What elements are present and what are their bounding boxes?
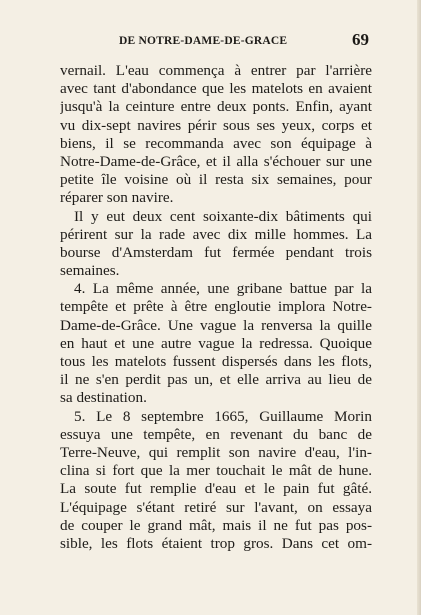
text-line: 4. La même année, une gribane battue par la bbox=[74, 280, 372, 298]
text-line: Dame-de-Grâce. Une vague la renversa la quille bbox=[60, 316, 372, 334]
page-edge bbox=[417, 0, 421, 615]
text-line: vu dix-sept navires périr sous ses yeux, corps et bbox=[60, 116, 372, 134]
text-line: semaines. bbox=[60, 262, 120, 280]
text-line: sa destination. bbox=[60, 389, 147, 407]
text-line: sible, les flots étaient trop gros. Dans cet om- bbox=[60, 534, 372, 552]
text-line: avec tant d'abondance que les matelots en avaient bbox=[60, 80, 372, 98]
text-line: réparer son navire. bbox=[60, 189, 174, 207]
text-line: Terre-Neuve, qui remplit son navire d'eau, l'in- bbox=[60, 443, 372, 461]
text-line: Il y eut deux cent soixante-dix bâtiments qui bbox=[74, 207, 372, 225]
text-line: L'équipage s'étant retiré sur l'avant, on essaya bbox=[60, 498, 372, 516]
text-line: essuya une tempête, en revenant du banc de bbox=[60, 425, 372, 443]
text-line: tempête et prête à être engloutie implora Notre- bbox=[60, 298, 372, 316]
text-line: périrent sur la rade avec dix mille hommes. La bbox=[60, 225, 372, 243]
text-line: de couper le grand mât, mais il ne fut pas pos- bbox=[60, 516, 372, 534]
text-line: tous les matelots fussent dispersés dans les flots, bbox=[60, 353, 372, 370]
text-line: en haut et une autre vague la redressa. Quoique bbox=[60, 334, 372, 352]
text-line: clina si fort que la mer touchait le mât de hune. bbox=[60, 462, 372, 480]
text-line: il ne s'en perdit pas un, et elle arriva au lieu de bbox=[60, 371, 372, 389]
text-line: biens, il se recommanda avec son équipage à bbox=[60, 134, 372, 152]
text-line: 5. Le 8 septembre 1665, Guillaume Morin bbox=[74, 407, 372, 425]
text-line: petite île voisine où il resta six semaines, pour bbox=[60, 171, 372, 189]
text-line: vernail. L'eau commença à entrer par l'arrière bbox=[60, 62, 372, 79]
text-line: Notre-Dame-de-Grâce, et il alla s'échouer sur une bbox=[60, 152, 372, 170]
text-line: bourse d'Amsterdam fut fermée pendant trois bbox=[60, 243, 372, 261]
page-header bbox=[0, 30, 421, 52]
page-number: 69 bbox=[352, 30, 369, 49]
body-text bbox=[60, 62, 372, 553]
text-line: La soute fut remplie d'eau et le pain fut gâté. bbox=[60, 480, 372, 498]
running-title: DE NOTRE-DAME-DE-GRACE bbox=[119, 35, 288, 47]
text-line: jusqu'à la ceinture entre deux ponts. Enfin, ayant bbox=[60, 98, 372, 116]
